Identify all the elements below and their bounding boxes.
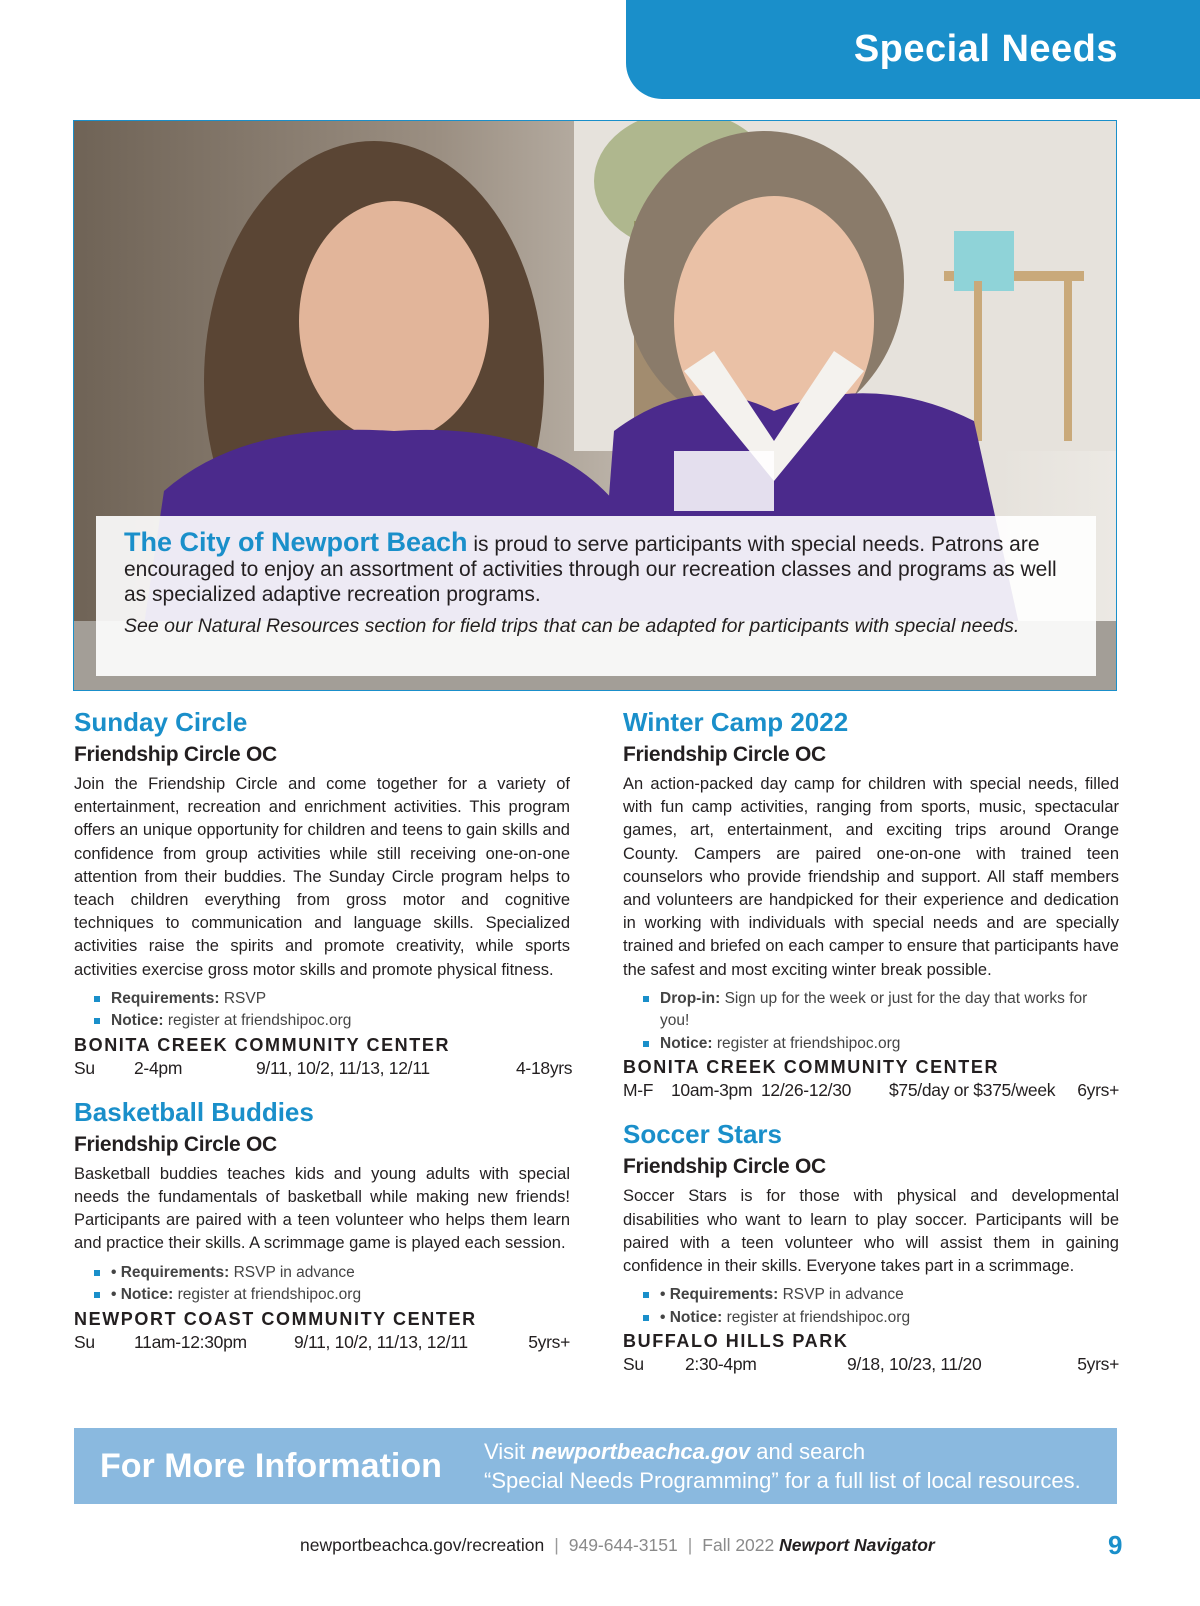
detail-item: [643, 1284, 1119, 1307]
website-link[interactable]: newportbeachca.gov: [531, 1439, 751, 1464]
detail-item: [643, 1033, 1119, 1056]
detail-label: • Requirements:: [660, 1286, 779, 1304]
intro-lead: The City of Newport Beach: [124, 527, 468, 557]
more-info-line-2: “Special Needs Programming” for a full list of local resources.: [484, 1468, 1081, 1493]
detail-label: Requirements:: [111, 989, 220, 1007]
bullet-square-icon: [643, 1041, 649, 1047]
bullet-square-icon: [643, 1292, 649, 1298]
page-footer: [300, 1535, 1060, 1556]
program-details: [643, 988, 1119, 1056]
detail-item: [643, 1307, 1119, 1330]
program-location: BUFFALO HILLS PARK: [623, 1331, 849, 1352]
program-description: Basketball buddies teaches kids and young adults with special needs the fundamentals of basketball while making new friends! Participants are paired with a teen volunteer who helps them learn and practice their skills. A scrimmage game is played each session.: [74, 1164, 570, 1253]
intro-paragraph: [124, 527, 1068, 607]
footer-publication: Newport Navigator: [779, 1535, 935, 1555]
schedule-day: Su: [623, 1354, 644, 1375]
program-location: BONITA CREEK COMMUNITY CENTER: [74, 1034, 451, 1055]
detail-text: RSVP: [223, 989, 267, 1007]
program-details: [643, 1284, 1119, 1329]
intro-note: See our Natural Resources section for field trips that can be adapted for participants with special needs.: [124, 615, 1020, 637]
bullet-square-icon: [643, 1315, 649, 1321]
right-column: [623, 706, 1119, 1376]
more-info-banner: [74, 1428, 1117, 1504]
detail-label: Notice:: [111, 1012, 164, 1030]
left-column: [74, 706, 573, 1354]
program-winter-camp: [623, 706, 1119, 1102]
footer-phone: 949-644-3151: [568, 1535, 678, 1555]
schedule-day: M-F: [623, 1080, 654, 1101]
detail-text: Sign up for the week or just for the day that works for you!: [660, 989, 1088, 1030]
detail-text: register at friendshipoc.org: [716, 1034, 901, 1052]
bullet-square-icon: [643, 996, 649, 1002]
schedule-day: Su: [74, 1331, 95, 1352]
schedule-ages: 5yrs+: [1077, 1354, 1119, 1375]
program-organizer: Friendship Circle OC: [623, 1155, 826, 1179]
program-title: Sunday Circle: [74, 707, 248, 737]
footer-separator: |: [554, 1535, 559, 1555]
detail-text: register at friendshipoc.org: [167, 1012, 352, 1030]
schedule-ages: 5yrs+: [528, 1331, 570, 1352]
program-description: Join the Friendship Circle and come together for a variety of entertainment, recreation and enrichment activities. This program offers an unique opportunity for children and teens to gain skills and confidence from group activities while still receiving one-on-one attention from their buddies. The Sunday Circle program helps to teach children everything from gross motor and cognitive techniques to communication and language skills. Specialized activities raise the spirits and promote creativity, while sports activities exercise gross motor skills and promote physical fitness.: [74, 775, 570, 979]
schedule-row: [74, 1056, 573, 1080]
program-title: Winter Camp 2022: [623, 707, 849, 737]
detail-label: • Notice:: [111, 1286, 174, 1304]
footer-separator: |: [687, 1535, 693, 1555]
program-description: An action-packed day camp for children with special needs, filled with fun camp activities, ranging from sports, music, spectacular games, art, entertainment, and exciting trips around Orange County. Campers are paired one-on-one with trained teen counselors who provide friendship and support. All staff members and volunteers are handpicked for their experience and dedication in working with individuals with special needs and are specially trained and briefed on each camper to ensure that participants have the safest and most exciting winter break possible.: [623, 775, 1119, 979]
detail-label: • Notice:: [660, 1308, 723, 1326]
program-organizer: Friendship Circle OC: [74, 743, 277, 766]
bullet-square-icon: [94, 1292, 100, 1298]
section-title: Special Needs: [853, 28, 1118, 70]
page-number: 9: [1108, 1530, 1123, 1560]
intro-box: [96, 516, 1096, 676]
program-description: Soccer Stars is for those with physical and developmental disabilities who want to learn to play soccer. Participants will be paired with a teen volunteer who will assist them in gaining confidence in their skills. Everyone takes part in a scrimmage.: [623, 1187, 1119, 1275]
detail-text: register at friendshipoc.org: [177, 1286, 362, 1304]
detail-text: RSVP in advance: [782, 1286, 904, 1304]
detail-label: Drop-in:: [660, 989, 721, 1007]
visit-label: Visit: [484, 1439, 526, 1464]
schedule-fee: $75/day or $375/week: [889, 1080, 1056, 1101]
program-organizer: Friendship Circle OC: [623, 743, 826, 766]
more-info-line-1: [484, 1437, 1081, 1466]
search-label: and search: [756, 1439, 866, 1464]
detail-label: Notice:: [660, 1034, 713, 1052]
program-soccer-stars: [623, 1118, 1119, 1376]
schedule-row: [74, 1330, 570, 1354]
schedule-time: 2:30-4pm: [685, 1354, 757, 1375]
schedule-time: 11am-12:30pm: [134, 1331, 247, 1352]
detail-text: RSVP in advance: [233, 1263, 355, 1281]
schedule-dates: 9/18, 10/23, 11/20: [847, 1354, 982, 1375]
detail-item: [94, 1262, 570, 1285]
schedule-ages: 4-18yrs: [516, 1057, 573, 1078]
schedule-day: Su: [74, 1057, 95, 1078]
schedule-dates: 9/11, 10/2, 11/13, 12/11: [294, 1331, 468, 1352]
program-title: Basketball Buddies: [74, 1096, 314, 1127]
more-info-title: For More Information: [100, 1446, 442, 1485]
detail-item: [643, 988, 1119, 1033]
hero-photo: [73, 120, 1117, 691]
footer-url[interactable]: newportbeachca.gov/recreation: [300, 1535, 545, 1555]
bullet-square-icon: [94, 996, 100, 1002]
detail-item: [94, 1284, 570, 1307]
program-details: [94, 1262, 570, 1307]
schedule-row: [623, 1078, 1119, 1102]
schedule-row: [623, 1352, 1119, 1376]
more-info-text: [484, 1437, 1081, 1495]
program-basketball-buddies: [74, 1096, 570, 1354]
program-details: [94, 988, 570, 1033]
section-header-tab: [626, 0, 1200, 99]
schedule-ages: 6yrs+: [1077, 1080, 1119, 1101]
program-organizer: Friendship Circle OC: [74, 1132, 277, 1156]
schedule-dates: 12/26-12/30: [761, 1080, 852, 1101]
bullet-square-icon: [94, 1270, 100, 1276]
program-location: BONITA CREEK COMMUNITY CENTER: [623, 1057, 1000, 1078]
detail-text: register at friendshipoc.org: [726, 1308, 911, 1326]
program-title: Soccer Stars: [623, 1119, 782, 1150]
schedule-time: 10am-3pm: [671, 1080, 753, 1101]
program-location: NEWPORT COAST COMMUNITY CENTER: [74, 1308, 477, 1329]
footer-season: Fall 2022: [702, 1535, 775, 1555]
detail-label: • Requirements:: [111, 1263, 230, 1281]
schedule-time: 2-4pm: [134, 1057, 183, 1078]
program-sunday-circle: [74, 706, 573, 1080]
detail-item: [94, 988, 570, 1011]
schedule-dates: 9/11, 10/2, 11/13, 12/11: [256, 1057, 430, 1078]
detail-item: [94, 1010, 570, 1033]
intro-body: is proud to serve participants with special needs. Patrons are encouraged to enjoy an assortment of activities through our recreation classes and programs as well as specialized adaptive recreation programs.: [124, 533, 1057, 606]
bullet-square-icon: [94, 1018, 100, 1024]
